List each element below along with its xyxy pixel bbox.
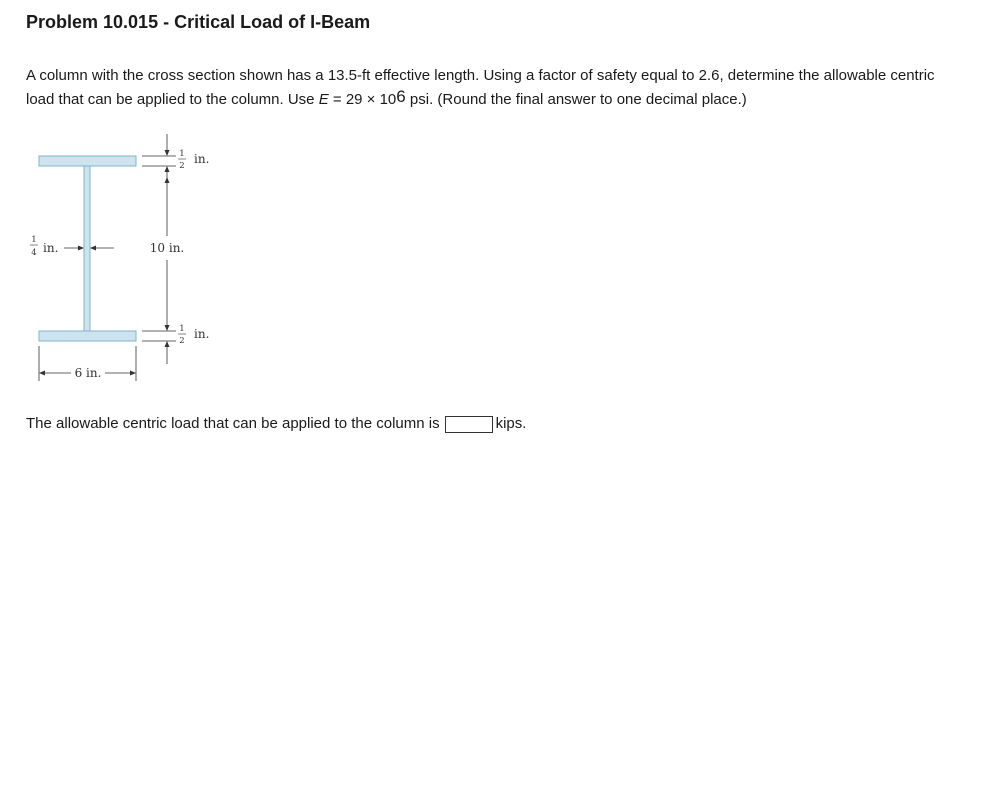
statement-part-2: psi. (Round the final answer to one decimal place.) [405, 91, 747, 108]
svg-text:1: 1 [179, 324, 185, 334]
bottom-flange-dimension [142, 331, 176, 364]
depth-label: 10 in. [149, 241, 185, 255]
modulus-symbol: E [318, 91, 329, 108]
svg-text:2: 2 [179, 161, 185, 171]
flange-width-label: 6 in. [74, 366, 102, 380]
top-flange-thickness-label [178, 149, 209, 171]
statement-part-1: A column with the cross section shown has a 13.5-ft effective length. Using a factor of safety equal to 2.6, determine the allowable centric load that can be applied to the column. Use [26, 67, 935, 108]
modulus-exponent: 6 [396, 87, 406, 106]
problem-title: Problem 10.015 - Critical Load of I-Beam [26, 12, 371, 32]
modulus-value: = 29 × 10 [328, 91, 397, 108]
svg-text:2: 2 [179, 336, 185, 346]
svg-text:in.: in. [43, 241, 59, 255]
i-beam-cross-section-figure [20, 128, 230, 388]
answer-row [26, 413, 526, 435]
web-thickness-label [30, 235, 58, 258]
top-flange-dimension [142, 134, 176, 178]
top-flange [39, 156, 136, 166]
svg-text:in.: in. [194, 327, 210, 341]
svg-text:1: 1 [31, 235, 37, 245]
answer-unit: kips. [495, 415, 527, 432]
svg-text:4: 4 [31, 248, 37, 258]
answer-input[interactable] [445, 416, 493, 433]
problem-statement [26, 64, 946, 112]
svg-text:1: 1 [179, 149, 185, 159]
svg-text:in.: in. [194, 152, 210, 166]
web [84, 166, 90, 331]
answer-prompt: The allowable centric load that can be applied to the column is [26, 415, 440, 432]
bottom-flange [39, 331, 136, 341]
bottom-flange-thickness-label [178, 324, 209, 346]
